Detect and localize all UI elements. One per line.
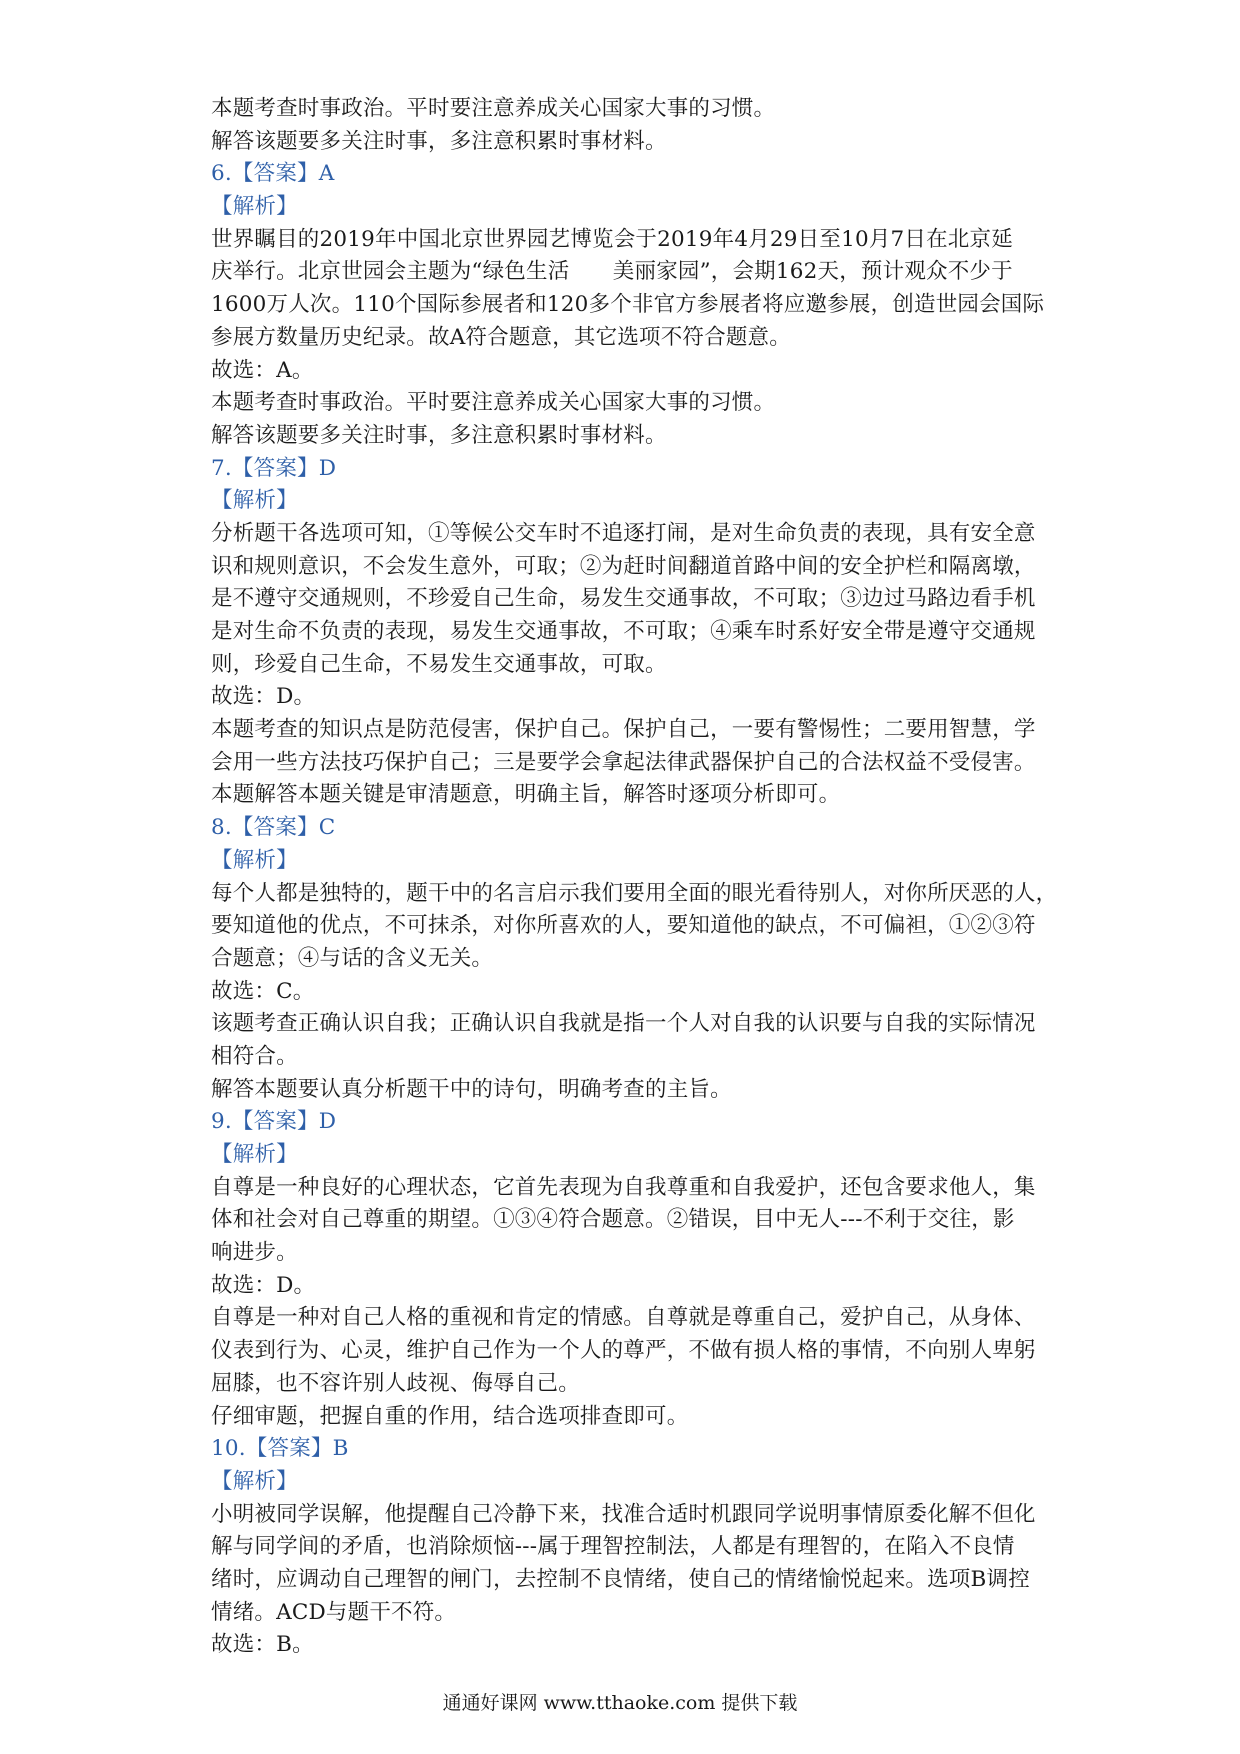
text-line: 本题解答本题关键是审清题意，明确主旨，解答时逐项分析即可。 bbox=[211, 782, 841, 808]
analysis-label: 【解析】 bbox=[211, 1142, 298, 1167]
text-line: 本题考查时事政治。平时要注意养成关心国家大事的习惯。 bbox=[211, 96, 776, 121]
text-line: 解答该题要多关注时事，多注意积累时事材料。 bbox=[211, 422, 667, 448]
text-line: 是对生命不负责的表现，易发生交通事故，不可取；④乘车时系好安全带是遵守交通规 bbox=[211, 619, 1036, 644]
text-line: 世界瞩目的2019年中国北京世界园艺博览会于2019年4月29日至10月7日在北京延 bbox=[211, 226, 1013, 252]
text-line: 则，珍爱自己生命，不易发生交通事故，可取。 bbox=[211, 651, 667, 677]
text-line: 故选：D。 bbox=[211, 684, 316, 710]
text-line: 响进步。 bbox=[211, 1240, 298, 1266]
text-line: 解答该题要多关注时事，多注意积累时事材料。 bbox=[211, 128, 667, 154]
text-line: 本题考查的知识点是防范侵害，保护自己。保护自己，一要有警惕性；二要用智慧，学 bbox=[211, 717, 1036, 743]
text-line: 自尊是一种良好的心理状态，它首先表现为自我尊重和自我爱护，还包含要求他人，集 bbox=[211, 1174, 1036, 1200]
answer-heading: 7.【答案】D bbox=[211, 455, 337, 481]
text-line: 参展方数量历史纪录。故A符合题意，其它选项不符合题意。 bbox=[211, 324, 791, 350]
analysis-label: 【解析】 bbox=[211, 1468, 298, 1494]
analysis-label: 【解析】 bbox=[211, 847, 298, 873]
analysis-label: 【解析】 bbox=[211, 488, 298, 514]
text-line: 故选：D。 bbox=[211, 1272, 316, 1298]
text-line: 本题考查时事政治。平时要注意养成关心国家大事的习惯。 bbox=[211, 390, 776, 416]
text-line: 合题意；④与话的含义无关。 bbox=[211, 945, 494, 971]
text-line: 识和规则意识，不会发生意外，可取；②为赶时间翻道首路中间的安全护栏和隔离墩， bbox=[211, 553, 1036, 579]
text-line: 解答本题要认真分析题干中的诗句，明确考查的主旨。 bbox=[211, 1076, 732, 1102]
text-line: 庆举行。北京世园会主题为“绿色生活 美丽家园”，会期162天，预计观众不少于 bbox=[211, 259, 1013, 285]
text-line: 故选：C。 bbox=[211, 978, 315, 1004]
text-line: 每个人都是独特的，题干中的名言启示我们要用全面的眼光看待别人，对你所厌恶的人， bbox=[211, 880, 1058, 906]
page-footer: 通通好课网 www.tthaoke.com 提供下载 bbox=[442, 1692, 798, 1714]
document-body bbox=[211, 93, 1058, 1662]
text-line: 1600万人次。110个国际参展者和120多个非官方参展者将应邀参展，创造世园会国际 bbox=[211, 292, 1045, 318]
text-line: 是不遵守交通规则，不珍爱自己生命，易发生交通事故，不可取；③边过马路边看手机 bbox=[211, 586, 1036, 612]
text-line: 该题考查正确认识自我；正确认识自我就是指一个人对自我的认识要与自我的实际情况 bbox=[211, 1011, 1036, 1037]
answer-heading: 6.【答案】A bbox=[211, 161, 335, 187]
text-line: 仔细审题，把握自重的作用，结合选项排查即可。 bbox=[211, 1403, 689, 1429]
text-line: 屈膝，也不容许别人歧视、侮辱自己。 bbox=[211, 1370, 580, 1396]
analysis-label: 【解析】 bbox=[211, 194, 298, 220]
text-line: 自尊是一种对自己人格的重视和肯定的情感。自尊就是尊重自己，爱护自己，从身体、 bbox=[211, 1305, 1036, 1331]
text-line: 仪表到行为、心灵，维护自己作为一个人的尊严，不做有损人格的事情，不向别人卑躬 bbox=[211, 1338, 1036, 1364]
text-line: 解与同学间的矛盾，也消除烦恼---属于理智控制法，人都是有理智的，在陷入不良情 bbox=[211, 1534, 1015, 1560]
text-line: 小明被同学误解，他提醒自己冷静下来，找准合适时机跟同学说明事情原委化解不但化 bbox=[211, 1501, 1036, 1527]
text-line: 会用一些方法技巧保护自己；三是要学会拿起法律武器保护自己的合法权益不受侵害。 bbox=[211, 749, 1036, 775]
text-line: 相符合。 bbox=[211, 1043, 298, 1069]
text-line: 绪时，应调动自己理智的闸门，去控制不良情绪，使自己的情绪愉悦起来。选项B调控 bbox=[211, 1566, 1030, 1592]
text-line: 故选：A。 bbox=[211, 357, 314, 383]
text-line: 故选：B。 bbox=[211, 1632, 314, 1658]
text-line: 情绪。ACD与题干不符。 bbox=[211, 1599, 457, 1625]
answer-heading: 9.【答案】D bbox=[211, 1109, 337, 1135]
text-line: 要知道他的优点，不可抹杀，对你所喜欢的人，要知道他的缺点，不可偏袒，①②③符 bbox=[211, 913, 1036, 939]
text-line: 分析题干各选项可知，①等候公交车时不追逐打闹，是对生命负责的表现，具有安全意 bbox=[211, 520, 1036, 546]
text-line: 体和社会对自己尊重的期望。①③④符合题意。②错误，目中无人---不利于交往，影 bbox=[211, 1207, 1015, 1233]
answer-heading: 10.【答案】B bbox=[211, 1436, 349, 1462]
answer-heading: 8.【答案】C bbox=[211, 815, 336, 841]
